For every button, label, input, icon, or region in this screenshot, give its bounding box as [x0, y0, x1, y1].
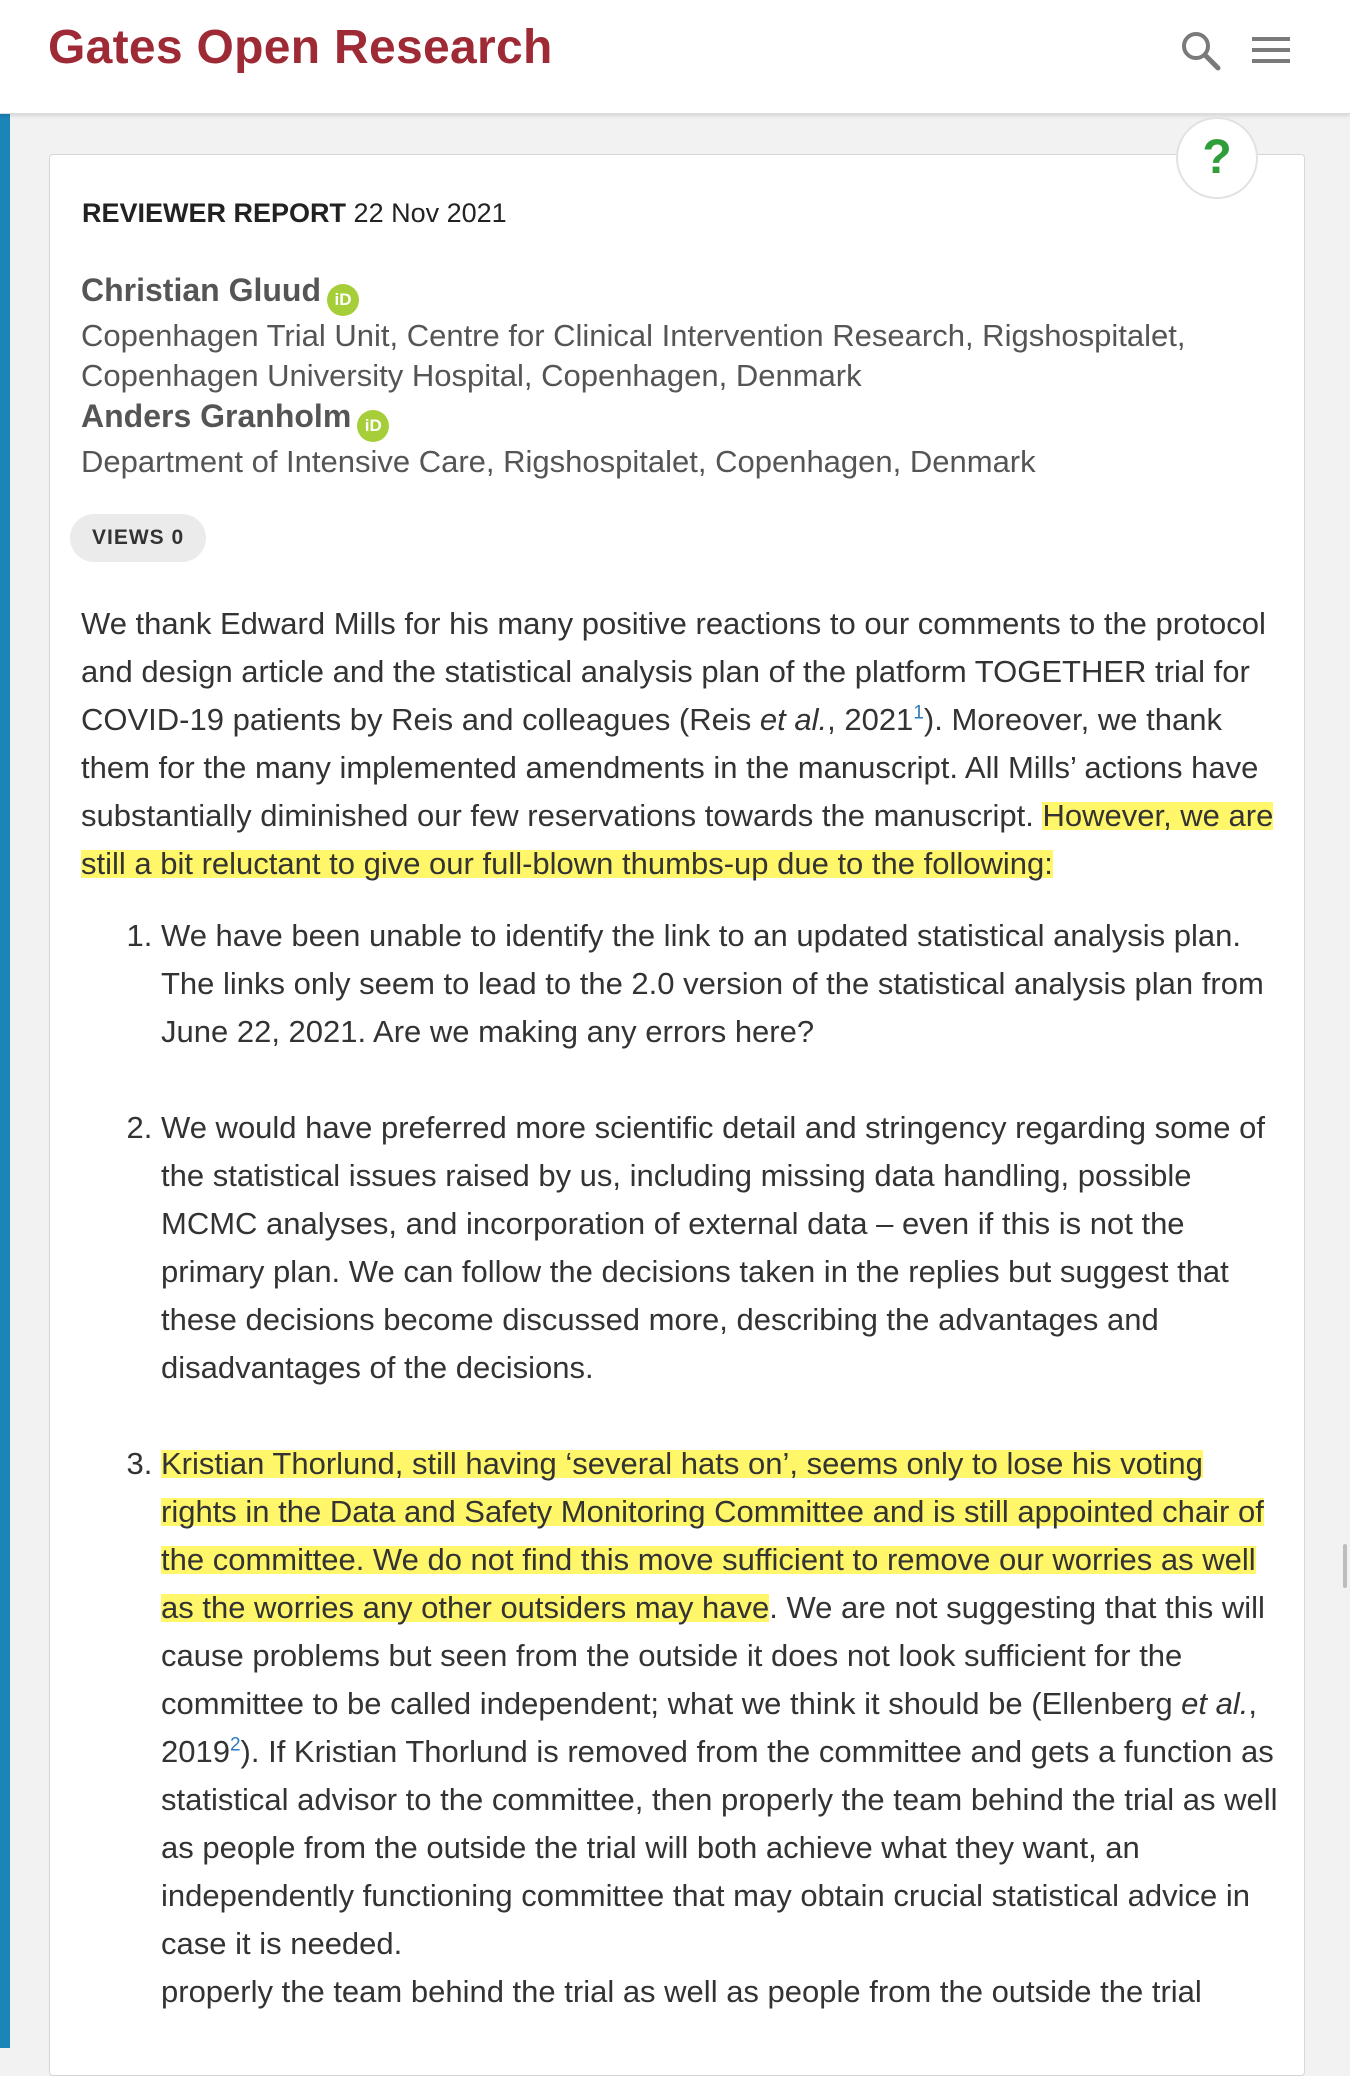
help-button[interactable]: [1176, 117, 1258, 199]
reference-link[interactable]: 1: [913, 702, 924, 724]
author-name[interactable]: Christian Gluud: [81, 272, 321, 308]
highlighted-text: However, we are still a bit reluctant to give our full-blown thumbs-up due to the following:: [81, 798, 1274, 881]
author-name[interactable]: Anders Granholm: [81, 398, 352, 434]
author-list: [81, 270, 1350, 482]
orcid-icon[interactable]: iD: [327, 284, 359, 316]
hamburger-menu-icon[interactable]: [1250, 28, 1294, 72]
report-meta: [82, 198, 507, 229]
report-type: REVIEWER REPORT: [82, 198, 347, 228]
question-mark-icon: ?: [1202, 131, 1232, 184]
author-entry: [81, 270, 1350, 316]
left-accent-bar: [0, 113, 10, 2048]
comment-list: [81, 912, 1281, 2016]
list-item: 1. We have been unable to identify the link to an updated statistical analysis plan. The links only seem to lead to the 2.0 version of the statistical analysis plan from June 22, 2021. Are we making any errors here?: [161, 912, 1281, 1056]
site-logo[interactable]: Gates Open Research: [48, 21, 553, 74]
list-item: 3. Kristian Thorlund, still having ‘several hats on’, seems only to lose his voting rights in the Data and Safety Monitoring Committee and is still appointed chair of the committee. We do not find this move sufficient to remove our worries as well as the worries any other outsiders may have. We are not suggesting that this will cause problems but seen from the outside it does not look sufficient for the committee to be called independent; what we think it should be (Ellenberg et al., 2019$^2$). If Kristian Thorlund is removed from the committee and gets a function as statistical advisor to the committee, then properly the team behind the trial as well as people from the outside the trial will both achieve what they want, an independently functioning committee that may obtain crucial statistical advice in case it is needed. properly the team behind the trial as well as people from the outside the trial: [161, 1440, 1281, 2016]
reference-link[interactable]: 2: [229, 1734, 241, 1756]
intro-paragraph: We thank Edward Mills for his many positive reactions to our comments to the protocol and design article and the statistical analysis plan of the platform TOGETHER trial for COVID-19 patients by Reis and colleagues (Reis et al., 2021$^1$). Moreover, we thank them for the many implemented amendments in the manuscript. All Mills’ actions have substantially diminished our few reservations towards the manuscript. However, we are still a bit reluctant to give our full-blown thumbs-up due to the following:: [81, 606, 1274, 881]
overflow-line: properly the team behind the trial as well as people from the outside the trial: [161, 1974, 1202, 2009]
author-affiliation: Department of Intensive Care, Rigshospitalet, Copenhagen, Denmark: [81, 444, 1036, 479]
scrollbar-thumb[interactable]: [1343, 1544, 1347, 1588]
search-icon[interactable]: [1178, 28, 1222, 72]
orcid-icon[interactable]: iD: [357, 410, 389, 442]
views-badge: VIEWS 0: [70, 514, 206, 562]
report-date: 22 Nov 2021: [353, 198, 507, 228]
top-header: [0, 0, 1350, 114]
report-body: [81, 600, 1281, 2064]
author-entry: [81, 396, 1350, 442]
highlighted-text: Kristian Thorlund, still having ‘several hats on’, seems only to lose his voting rights in the Data and Safety Monitoring Committee and is still appointed chair of the committee. We do not find this move sufficient to remove our worries as well as the worries any other outsiders may have: [161, 1446, 1264, 1625]
author-affiliation: Copenhagen Trial Unit, Centre for Clinical Intervention Research, Rigshospitalet, Copenhagen University Hospital, Copenhagen, Denmark: [81, 318, 1186, 393]
list-item: 2. We would have preferred more scientific detail and stringency regarding some of the statistical issues raised by us, including missing data handling, possible MCMC analyses, and incorporation of external data – even if this is not the primary plan. We can follow the decisions taken in the replies but suggest that these decisions become discussed more, describing the advantages and disadvantages of the decisions.: [161, 1104, 1281, 1392]
